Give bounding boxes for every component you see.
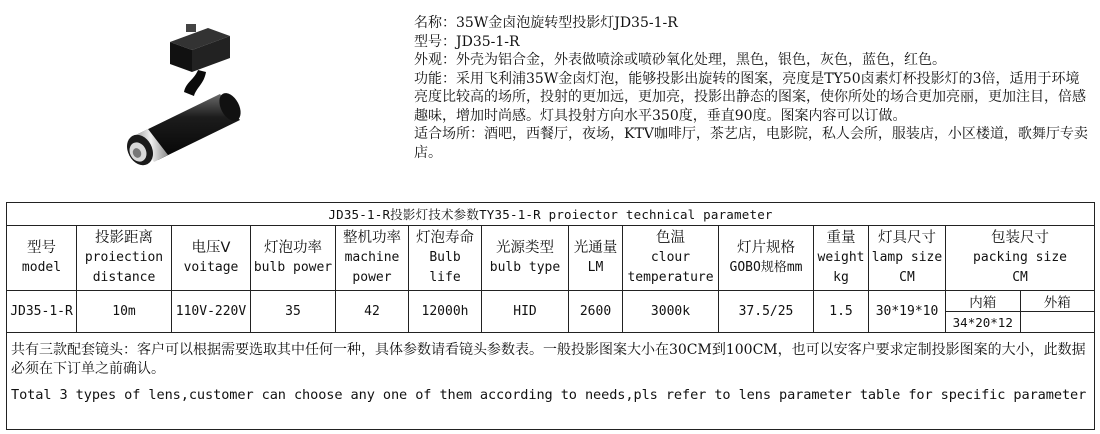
value-cell: 12000h	[409, 291, 482, 333]
header-zh: 灯泡寿命	[416, 230, 474, 246]
product-image	[90, 8, 290, 188]
value-cell: 35	[251, 291, 336, 333]
header-en: machine	[344, 250, 400, 265]
value-cell: HID	[482, 291, 569, 333]
header-cell	[172, 226, 251, 291]
value-cell: JD35-1-R	[7, 291, 77, 333]
header-en: life	[429, 270, 461, 285]
header-cell	[77, 226, 172, 291]
header-en: kg	[833, 270, 849, 285]
value-cell: 1.5	[814, 291, 869, 333]
header-cell	[946, 226, 1095, 291]
spec-table	[6, 202, 1095, 430]
header-cell	[482, 226, 569, 291]
packing-subtable	[946, 291, 1094, 332]
header-en: power	[352, 270, 392, 285]
header-zh: 灯泡功率	[264, 240, 322, 256]
header-cell	[719, 226, 814, 291]
inner-box-label: 内箱	[946, 291, 1020, 312]
packing-cell	[946, 291, 1095, 333]
product-venues: 适合场所：酒吧，西餐厅，夜场，KTV咖啡厅，茶艺店，电影院，私人会所，服装店，小区楼道，歌舞厅专卖店。	[414, 126, 1088, 161]
header-row	[7, 226, 1095, 291]
header-en: model	[21, 260, 62, 275]
header-en: CM	[899, 270, 915, 285]
header-en: bulb type	[489, 260, 561, 275]
header-en: GOBO规格mm	[729, 260, 803, 275]
header-cell	[7, 226, 77, 291]
header-zh: 灯片规格	[737, 240, 795, 256]
outer-box-size	[1020, 312, 1094, 333]
value-row	[7, 291, 1095, 333]
header-cell	[623, 226, 719, 291]
header-en: clour	[650, 250, 691, 265]
header-en: distance	[92, 270, 156, 285]
value-cell: 42	[336, 291, 409, 333]
header-en: bulb power	[253, 260, 333, 275]
value-cell: 10m	[77, 291, 172, 333]
product-appearance: 外观：外壳为铝合金，外表做喷涂或喷砂氧化处理，黑色，银色，灰色，蓝色，红色。	[414, 52, 946, 68]
notes-cell	[7, 333, 1095, 430]
header-zh: 整机功率	[343, 230, 401, 246]
notes-chinese: 共有三款配套镜头：客户可以根据需要选取其中任何一种，具体参数请看镜头参数表。一般投影图案大小在30CM到100CM，也可以安客户要求定制投影图案的大小，此数据必须在下订单之前确认。	[11, 342, 1086, 377]
header-en: lamp size	[871, 250, 943, 265]
header-en: voitage	[183, 260, 239, 275]
header-zh: 重量	[826, 230, 856, 246]
value-cell: 30*19*10	[869, 291, 946, 333]
header-en: temperature	[627, 270, 714, 285]
outer-box-label: 外箱	[1043, 295, 1071, 311]
product-name: 名称：35W金卤泡旋转型投影灯JD35-1-R	[414, 15, 678, 31]
header-en: weight	[817, 250, 865, 265]
header-zh: 电压V	[191, 240, 231, 256]
header-cell	[251, 226, 336, 291]
header-en: Bulb	[429, 250, 461, 265]
header-en: proiection	[84, 250, 164, 265]
header-en: packing size	[973, 250, 1067, 265]
value-cell: 2600	[569, 291, 623, 333]
value-cell: 110V-220V	[172, 291, 251, 333]
inner-box-size: 34*20*12	[946, 312, 1020, 333]
header-en: CM	[1012, 270, 1028, 285]
product-model: 型号：JD35-1-R	[414, 33, 520, 50]
header-zh: 光源类型	[496, 240, 554, 256]
header-zh: 投影距离	[95, 230, 153, 246]
header-cell	[814, 226, 869, 291]
product-description	[414, 14, 1090, 162]
header-zh: 型号	[27, 240, 56, 256]
table-caption: JD35-1-R投影灯技术参数TY35-1-R proiector technical parameter	[7, 203, 1095, 226]
header-cell	[336, 226, 409, 291]
header-cell	[409, 226, 482, 291]
value-cell: 3000k	[623, 291, 719, 333]
header-en: LM	[587, 260, 604, 275]
header-cell	[869, 226, 946, 291]
header-zh: 光通量	[573, 240, 618, 256]
value-cell: 37.5/25	[719, 291, 814, 333]
header-zh: 包装尺寸	[991, 230, 1050, 246]
notes-english: Total 3 types of lens,customer can choose any one of them according to needs,pls refer to lens parameter table for specific parameter	[11, 387, 1087, 403]
product-function: 功能：采用飞利浦35W金卤灯泡，能够投影出旋转的图案，亮度是TY50卤素灯杯投影灯的3倍，适用于环境亮度比较高的场所，投射的更加远，更加亮，投影出静态的图案，使你所处的场合更加亮丽，更加注目，倍感趣味，增加时尚感。灯具投射方向水平350度，垂直90度。图案内容可以订做。	[414, 70, 1086, 124]
header-zh: 灯具尺寸	[878, 230, 936, 246]
header-zh: 色温	[656, 230, 685, 246]
header-cell	[569, 226, 623, 291]
